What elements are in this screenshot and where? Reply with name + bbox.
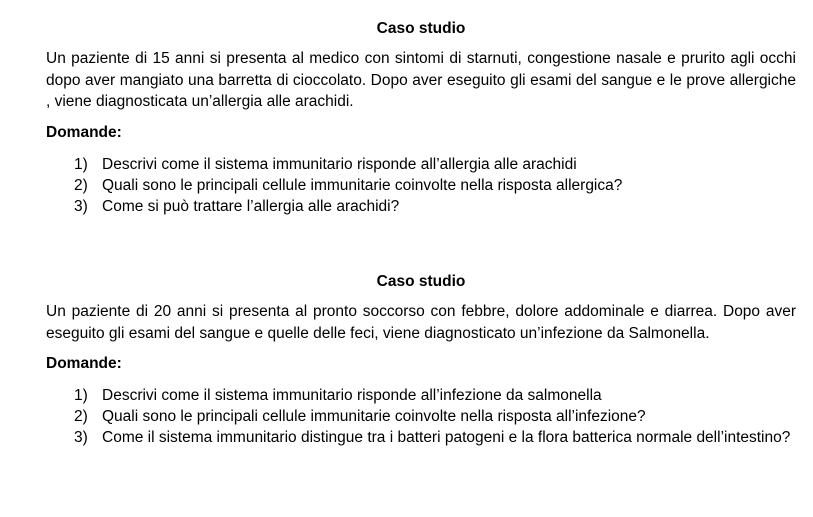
question-number: 1) bbox=[74, 387, 88, 404]
questions-heading: Domande: bbox=[46, 123, 122, 141]
question-item bbox=[46, 196, 796, 217]
questions-list bbox=[46, 154, 796, 217]
question-number: 1) bbox=[74, 155, 88, 173]
case-description: Un paziente di 20 anni si presenta al pronto soccorso con febbre, dolore addominale e diarrea. Dopo aver eseguito gli esami del sangue e quelle delle feci, viene diagnosticato un’infezione da Salmonella. bbox=[46, 303, 796, 342]
question-number: 3) bbox=[74, 197, 88, 215]
case-description: Un paziente di 15 anni si presenta al medico con sintomi di starnuti, congestione nasale e prurito agli occhi dopo aver mangiato una barretta di cioccolato. Dopo aver eseguito gli esami del sangue e le prove allergiche , viene diagnosticata un’allergia alle arachidi. bbox=[46, 50, 796, 110]
case-study-1 bbox=[46, 17, 796, 217]
question-text: Come si può trattare l’allergia alle arachidi? bbox=[102, 197, 400, 215]
question-text: Quali sono le principali cellule immunitarie coinvolte nella risposta allergica? bbox=[102, 176, 623, 194]
question-text: Descrivi come il sistema immunitario risponde all’allergia alle arachidi bbox=[102, 155, 577, 173]
question-text: Descrivi come il sistema immunitario risponde all’infezione da salmonella bbox=[102, 387, 602, 404]
question-item bbox=[46, 427, 796, 448]
case-title: Caso studio bbox=[376, 273, 466, 290]
case-title: Caso studio bbox=[376, 20, 466, 37]
question-item bbox=[46, 406, 796, 427]
question-item bbox=[46, 154, 796, 175]
question-item bbox=[46, 385, 796, 406]
question-item bbox=[46, 175, 796, 196]
questions-heading: Domande: bbox=[46, 355, 122, 372]
question-text: Quali sono le principali cellule immunitarie coinvolte nella risposta all’infezione? bbox=[102, 408, 646, 425]
question-number: 2) bbox=[74, 408, 88, 425]
case-study-2 bbox=[46, 270, 796, 448]
question-text: Come il sistema immunitario distingue tra i batteri patogeni e la flora batterica normale dell’intestino? bbox=[102, 429, 791, 446]
questions-list bbox=[46, 385, 796, 448]
question-number: 2) bbox=[74, 176, 88, 194]
question-number: 3) bbox=[74, 429, 88, 446]
